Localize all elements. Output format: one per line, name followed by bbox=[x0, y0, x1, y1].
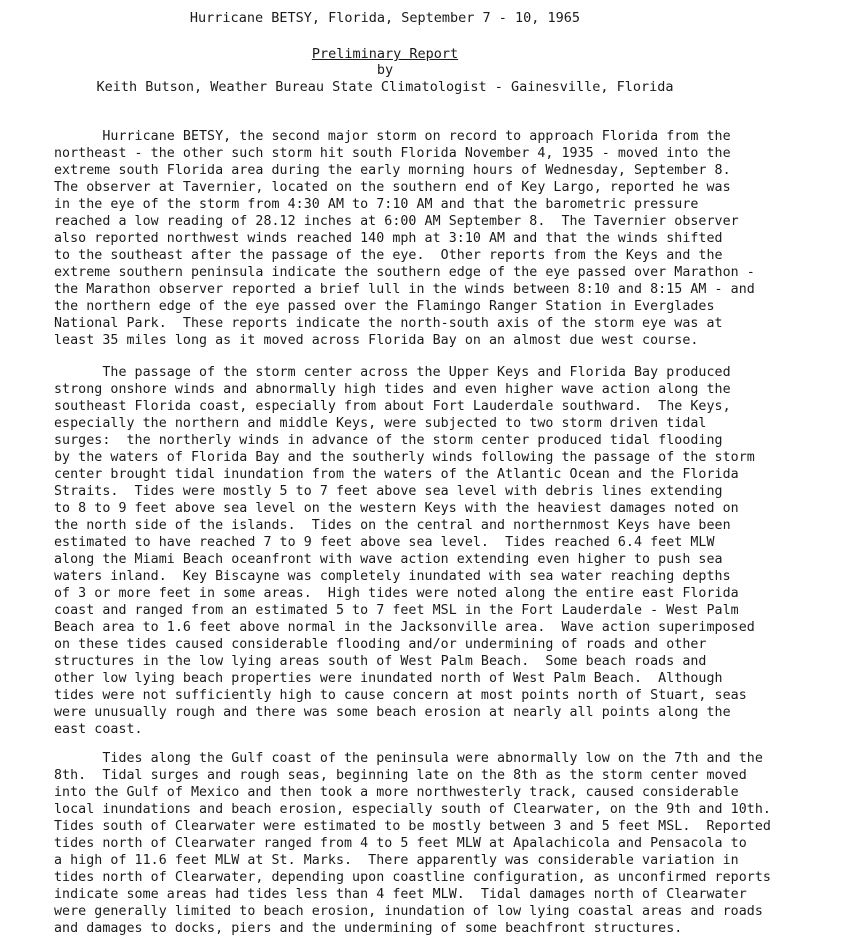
text-line: to 8 to 9 feet above sea level on the western Keys with the heaviest damages noted on bbox=[54, 501, 739, 516]
text-line: tides were not sufficiently high to cause concern at most points north of Stuart, seas bbox=[54, 688, 747, 703]
text-line: The passage of the storm center across the Upper Keys and Florida Bay produced bbox=[54, 365, 731, 380]
text-line: extreme southern peninsula indicate the southern edge of the eye passed over Marathon - bbox=[54, 265, 755, 280]
text-line: into the Gulf of Mexico and then took a more northwesterly track, caused considerable bbox=[54, 785, 739, 800]
text-line: east coast. bbox=[54, 722, 143, 737]
byline-by: by bbox=[376, 62, 394, 78]
document-title: Hurricane BETSY, Florida, September 7 - 10, 1965 bbox=[189, 10, 581, 26]
text-line: especially the northern and middle Keys, were subjected to two storm driven tidal bbox=[54, 416, 707, 431]
text-line: the northern edge of the eye passed over the Flamingo Ranger Station in Everglades bbox=[54, 299, 715, 314]
text-line: by the waters of Florida Bay and the southerly winds following the passage of the storm bbox=[54, 450, 755, 465]
text-line: Straits. Tides were mostly 5 to 7 feet above sea level with debris lines extending bbox=[54, 484, 723, 499]
text-line: coast and ranged from an estimated 5 to 7 feet MSL in the Fort Lauderdale - West Palm bbox=[54, 603, 739, 618]
text-line: structures in the low lying areas south of West Palm Beach. Some beach roads and bbox=[54, 654, 707, 669]
text-line: indicate some areas had tides less than 4 feet MLW. Tidal damages north of Clearwater bbox=[54, 887, 747, 902]
text-line: were generally limited to beach erosion, inundation of low lying coastal areas and roads bbox=[54, 904, 763, 919]
text-line: Tides along the Gulf coast of the peninsula were abnormally low on the 7th and the bbox=[54, 751, 763, 766]
text-line: surges: the northerly winds in advance of the storm center produced tidal flooding bbox=[54, 433, 723, 448]
text-line: to the southeast after the passage of the eye. Other reports from the Keys and the bbox=[54, 248, 723, 263]
text-line: estimated to have reached 7 to 9 feet above sea level. Tides reached 6.4 feet MLW bbox=[54, 535, 715, 550]
text-line: a high of 11.6 feet MLW at St. Marks. There apparently was considerable variation in bbox=[54, 853, 739, 868]
text-line: tides north of Clearwater, depending upon coastline configuration, as unconfirmed reports bbox=[54, 870, 771, 885]
report-type: Preliminary Report bbox=[311, 46, 459, 62]
text-line: the Marathon observer reported a brief lull in the winds between 8:10 and 8:15 AM - and bbox=[54, 282, 755, 297]
text-line: reached a low reading of 28.12 inches at 6:00 AM September 8. The Tavernier observer bbox=[54, 214, 739, 229]
text-line: strong onshore winds and abnormally high tides and even higher wave action along the bbox=[54, 382, 731, 397]
text-line: were unusually rough and there was some beach erosion at nearly all points along the bbox=[54, 705, 731, 720]
text-line: northeast - the other such storm hit south Florida November 4, 1935 - moved into the bbox=[54, 146, 731, 161]
text-line: tides north of Clearwater ranged from 4 to 5 feet MLW at Apalachicola and Pensacola to bbox=[54, 836, 747, 851]
text-line: also reported northwest winds reached 140 mph at 3:10 AM and that the winds shifted bbox=[54, 231, 723, 246]
text-line: National Park. These reports indicate the north-south axis of the storm eye was at bbox=[54, 316, 723, 331]
paragraph-3 bbox=[54, 750, 814, 937]
text-line: southeast Florida coast, especially from about Fort Lauderdale southward. The Keys, bbox=[54, 399, 731, 414]
paragraph-1 bbox=[54, 128, 814, 349]
text-line: center brought tidal inundation from the waters of the Atlantic Ocean and the Florida bbox=[54, 467, 739, 482]
text-line: along the Miami Beach oceanfront with wave action extending even higher to push sea bbox=[54, 552, 723, 567]
text-line: and damages to docks, piers and the undermining of some beachfront structures. bbox=[54, 921, 683, 936]
text-line: The observer at Tavernier, located on the southern end of Key Largo, reported he was bbox=[54, 180, 731, 195]
text-line: waters inland. Key Biscayne was completely inundated with sea water reaching depths bbox=[54, 569, 731, 584]
text-line: 8th. Tidal surges and rough seas, beginning late on the 8th as the storm center moved bbox=[54, 768, 747, 783]
text-line: of 3 or more feet in some areas. High tides were noted along the entire east Florida bbox=[54, 586, 739, 601]
text-line: local inundations and beach erosion, especially south of Clearwater, on the 9th and 10th. bbox=[54, 802, 771, 817]
text-line: on these tides caused considerable flooding and/or undermining of roads and other bbox=[54, 637, 707, 652]
text-line: extreme south Florida area during the early morning hours of Wednesday, September 8. bbox=[54, 163, 731, 178]
text-line: Beach area to 1.6 feet above normal in the Jacksonville area. Wave action superimposed bbox=[54, 620, 755, 635]
text-line: least 35 miles long as it moved across Florida Bay on an almost due west course. bbox=[54, 333, 699, 348]
text-line: Hurricane BETSY, the second major storm on record to approach Florida from the bbox=[54, 129, 731, 144]
author-line: Keith Butson, Weather Bureau State Climatologist - Gainesville, Florida bbox=[96, 79, 674, 95]
text-line: other low lying beach properties were inundated north of West Palm Beach. Although bbox=[54, 671, 723, 686]
text-line: Tides south of Clearwater were estimated to be mostly between 3 and 5 feet MSL. Reported bbox=[54, 819, 771, 834]
text-line: in the eye of the storm from 4:30 AM to 7:10 AM and that the barometric pressure bbox=[54, 197, 699, 212]
paragraph-2 bbox=[54, 364, 814, 738]
text-line: the north side of the islands. Tides on the central and northernmost Keys have been bbox=[54, 518, 731, 533]
